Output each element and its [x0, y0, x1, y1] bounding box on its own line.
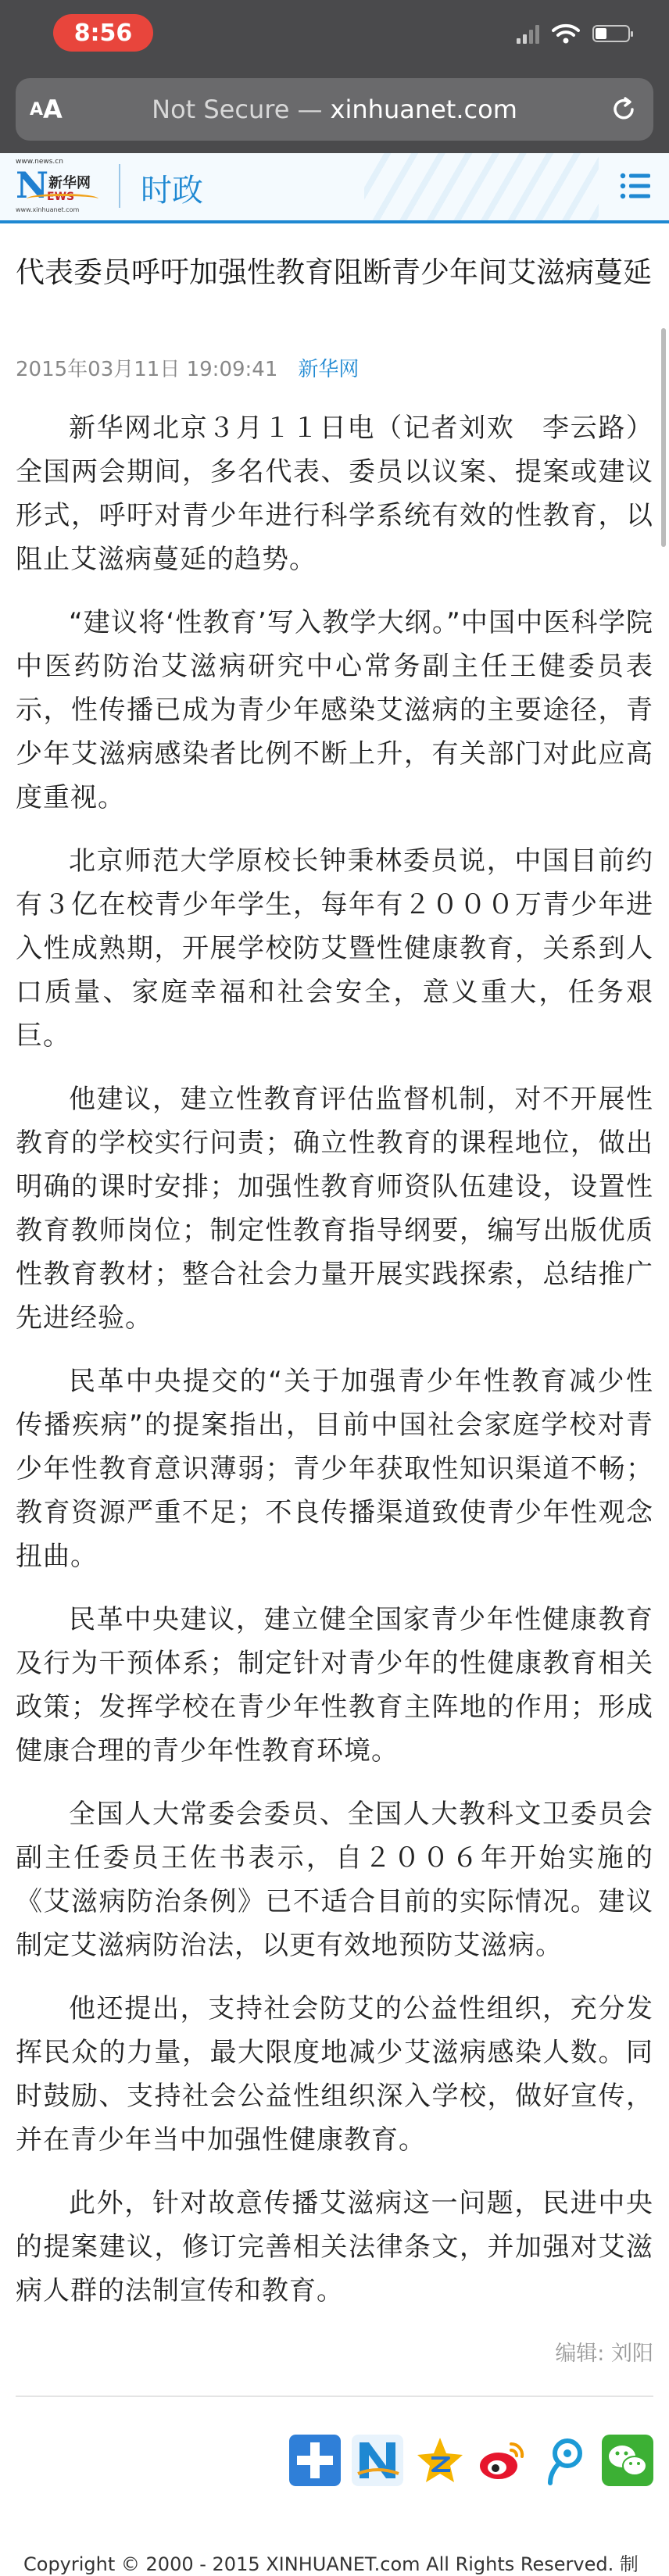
cellular-signal-icon [517, 23, 539, 44]
news-n-icon[interactable] [352, 2435, 403, 2486]
paragraph: 他建议，建立性教育评估监督机制，对不开展性教育的学校实行问责；确立性教育的课程地位，做出明确的课时安排；加强性教育师资队伍建设，设置性教育教师岗位；制定性教育指导纲要，编写出版优质性教育教材；整合社会力量开展实践探索，总结推广先进经验。 [16, 1084, 653, 1334]
header-decoration [364, 153, 599, 220]
article-body [16, 406, 653, 2332]
scrollbar[interactable] [661, 328, 666, 547]
divider [16, 2396, 653, 2397]
xinhua-logo[interactable] [16, 158, 103, 217]
status-time: 8:56 [53, 14, 153, 52]
site-header [0, 153, 669, 223]
url-display[interactable] [16, 78, 653, 141]
article-date: 2015年03月11日 19:09:41 [16, 358, 278, 381]
article-source-link[interactable]: 新华网 [298, 358, 360, 381]
paragraph: 全国人大常委会委员、全国人大教科文卫委员会副主任委员王佐书表示，自２００６年开始实施的《艾滋病防治条例》已不适合目前的实际情况。建议制定艾滋病防治法，以更有效地预防艾滋病。 [16, 1799, 653, 1961]
logo-chinese: 新华网 [48, 175, 91, 191]
paragraph: 新华网北京３月１１日电（记者刘欢 李云路）全国两会期间，多名代表、委员以议案、提案或建议形式，呼吁对青少年进行科学系统有效的性教育，以阻止艾滋病蔓延的趋势。 [16, 413, 653, 575]
aa-small-label: A [30, 99, 44, 120]
logo-top-url: www.news.cn [16, 158, 63, 166]
article-meta [16, 353, 359, 382]
paragraph: 民革中央提交的“关于加强青少年性教育减少性传播疾病”的提案指出，目前中国社会家庭学校对青少年性教育意识薄弱；青少年获取性知识渠道不畅；教育资源严重不足；不良传播渠道致使青少年性观念扭曲。 [16, 1366, 653, 1572]
address-bar[interactable] [16, 78, 653, 141]
wifi-icon [552, 23, 580, 45]
url-domain: xinhuanet.com [330, 95, 517, 124]
paragraph: 北京师范大学原校长钟秉林委员说，中国目前约有３亿在校青少年学生，每年有２０００万青少年进入性成熟期，开展学校防艾暨性健康教育，关系到人口质量、家庭幸福和社会安全，意义重大，任务艰巨。 [16, 845, 653, 1052]
editor-credit: 编辑: 刘阳 [555, 2342, 653, 2366]
weibo-icon[interactable] [477, 2435, 528, 2486]
menu-icon[interactable] [619, 170, 652, 202]
share-bar [289, 2435, 653, 2486]
tencent-weibo-icon[interactable] [539, 2435, 591, 2486]
wechat-icon[interactable] [602, 2435, 653, 2486]
aa-large-label: A [43, 95, 63, 124]
article-title: 代表委员呼吁加强性教育阻断青少年间艾滋病蔓延 [16, 255, 652, 289]
paragraph: 民革中央建议，建立健全国家青少年性健康教育及行为干预体系；制定针对青少年的性健康教育相关政策；发挥学校在青少年性教育主阵地的作用；形成健康合理的青少年性教育环境。 [16, 1604, 653, 1767]
paragraph: 他还提出，支持社会防艾的公益性组织，充分发挥民众的力量，最大限度地减少艾滋病感染人数。同时鼓励、支持社会公益性组织深入学校，做好宣传，并在青少年当中加强性健康教育。 [16, 1993, 653, 2156]
logo-swoosh [27, 194, 98, 204]
reload-icon[interactable] [608, 94, 639, 125]
logo-bottom-url: www.xinhuanet.com [16, 206, 80, 213]
battery-icon [592, 25, 630, 42]
copyright-footer: Copyright © 2000 - 2015 XINHUANET.com All Rights Reserved. 制 [23, 2553, 639, 2575]
share-plus-icon[interactable] [289, 2435, 341, 2486]
browser-chrome [0, 0, 669, 153]
paragraph: 此外，针对故意传播艾滋病这一问题，民进中央的提案建议，修订完善相关法律条文，并加强对艾滋病人群的法制宣传和教育。 [16, 2188, 653, 2306]
header-divider [119, 164, 120, 208]
security-label: Not Secure — [152, 95, 323, 124]
section-title[interactable]: 时政 [141, 173, 203, 209]
logo-ews: EWS [47, 191, 75, 203]
qzone-icon[interactable] [414, 2435, 466, 2486]
status-icons [517, 22, 630, 45]
logo-letter: N [16, 164, 49, 206]
paragraph: “建议将‘性教育’写入教学大纲。”中国中医科学院中医药防治艾滋病研究中心常务副主任王健委员表示，性传播已成为青少年感染艾滋病的主要途径，青少年艾滋病感染者比例不断上升，有关部门对此应高度重视。 [16, 607, 653, 813]
